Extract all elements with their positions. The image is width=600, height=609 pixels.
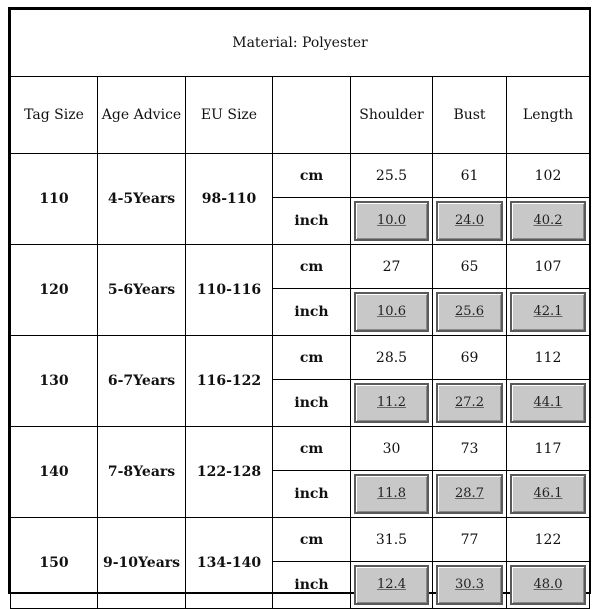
length-inch-value: 40.2 xyxy=(510,201,586,241)
unit-cm-cell: cm xyxy=(273,336,351,380)
tag-size-cell: 130 xyxy=(11,336,98,427)
table-row xyxy=(11,154,590,198)
table-row xyxy=(11,336,590,380)
unit-cm-cell: cm xyxy=(273,154,351,198)
tag-size-cell: 140 xyxy=(11,427,98,518)
shoulder-cm-cell: 25.5 xyxy=(351,154,433,198)
shoulder-inch-value: 10.6 xyxy=(354,292,429,332)
bust-cm-cell: 69 xyxy=(433,336,507,380)
eu-size-cell: 116-122 xyxy=(186,336,273,427)
unit-cm-cell: cm xyxy=(273,518,351,562)
bust-cm-cell: 77 xyxy=(433,518,507,562)
age-advice-cell: 5-6Years xyxy=(98,245,186,336)
shoulder-cm-cell: 28.5 xyxy=(351,336,433,380)
shoulder-cm-cell: 31.5 xyxy=(351,518,433,562)
bust-inch-value: 25.6 xyxy=(436,292,503,332)
bust-inch-cell xyxy=(433,289,507,336)
length-inch-value: 42.1 xyxy=(510,292,586,332)
header-tag-size: Tag Size xyxy=(11,77,98,154)
bust-cm-cell: 61 xyxy=(433,154,507,198)
tag-size-cell: 150 xyxy=(11,518,98,609)
eu-size-cell: 122-128 xyxy=(186,427,273,518)
unit-cm-cell: cm xyxy=(273,245,351,289)
length-cm-cell: 122 xyxy=(507,518,590,562)
age-advice-cell: 7-8Years xyxy=(98,427,186,518)
unit-inch-cell: inch xyxy=(273,562,351,609)
length-inch-cell xyxy=(507,289,590,336)
bust-cm-cell: 65 xyxy=(433,245,507,289)
age-advice-cell: 6-7Years xyxy=(98,336,186,427)
bust-inch-cell xyxy=(433,198,507,245)
age-advice-cell: 9-10Years xyxy=(98,518,186,609)
bust-inch-value: 30.3 xyxy=(436,565,503,605)
header-age-advice: Age Advice xyxy=(98,77,186,154)
length-inch-cell xyxy=(507,380,590,427)
tag-size-cell: 120 xyxy=(11,245,98,336)
eu-size-cell: 98-110 xyxy=(186,154,273,245)
eu-size-cell: 134-140 xyxy=(186,518,273,609)
shoulder-cm-cell: 30 xyxy=(351,427,433,471)
bust-inch-cell xyxy=(433,380,507,427)
length-inch-value: 48.0 xyxy=(510,565,586,605)
tag-size-cell: 110 xyxy=(11,154,98,245)
length-cm-cell: 117 xyxy=(507,427,590,471)
unit-inch-cell: inch xyxy=(273,198,351,245)
bust-inch-value: 24.0 xyxy=(436,201,503,241)
bust-inch-cell xyxy=(433,562,507,609)
length-inch-value: 44.1 xyxy=(510,383,586,423)
shoulder-inch-value: 11.8 xyxy=(354,474,429,514)
age-advice-cell: 4-5Years xyxy=(98,154,186,245)
table-row xyxy=(11,518,590,562)
shoulder-inch-cell xyxy=(351,198,433,245)
header-unit xyxy=(273,77,351,154)
unit-inch-cell: inch xyxy=(273,380,351,427)
shoulder-cm-cell: 27 xyxy=(351,245,433,289)
header-shoulder: Shoulder xyxy=(351,77,433,154)
bust-inch-value: 27.2 xyxy=(436,383,503,423)
length-inch-cell xyxy=(507,562,590,609)
shoulder-inch-cell xyxy=(351,562,433,609)
unit-cm-cell: cm xyxy=(273,427,351,471)
bust-inch-cell xyxy=(433,471,507,518)
header-bust: Bust xyxy=(433,77,507,154)
table-title: Material: Polyester xyxy=(11,10,590,77)
header-length: Length xyxy=(507,77,590,154)
length-inch-cell xyxy=(507,198,590,245)
shoulder-inch-value: 12.4 xyxy=(354,565,429,605)
size-chart-sheet xyxy=(8,7,591,594)
header-eu-size: EU Size xyxy=(186,77,273,154)
length-inch-cell xyxy=(507,471,590,518)
size-chart-table xyxy=(10,9,590,609)
bust-cm-cell: 73 xyxy=(433,427,507,471)
length-cm-cell: 107 xyxy=(507,245,590,289)
length-inch-value: 46.1 xyxy=(510,474,586,514)
table-row xyxy=(11,245,590,289)
eu-size-cell: 110-116 xyxy=(186,245,273,336)
shoulder-inch-cell xyxy=(351,289,433,336)
unit-inch-cell: inch xyxy=(273,289,351,336)
shoulder-inch-cell xyxy=(351,471,433,518)
shoulder-inch-value: 11.2 xyxy=(354,383,429,423)
length-cm-cell: 102 xyxy=(507,154,590,198)
length-cm-cell: 112 xyxy=(507,336,590,380)
size-rows xyxy=(11,154,590,609)
bust-inch-value: 28.7 xyxy=(436,474,503,514)
unit-inch-cell: inch xyxy=(273,471,351,518)
shoulder-inch-value: 10.0 xyxy=(354,201,429,241)
table-row xyxy=(11,427,590,471)
shoulder-inch-cell xyxy=(351,380,433,427)
header-row xyxy=(11,77,590,154)
